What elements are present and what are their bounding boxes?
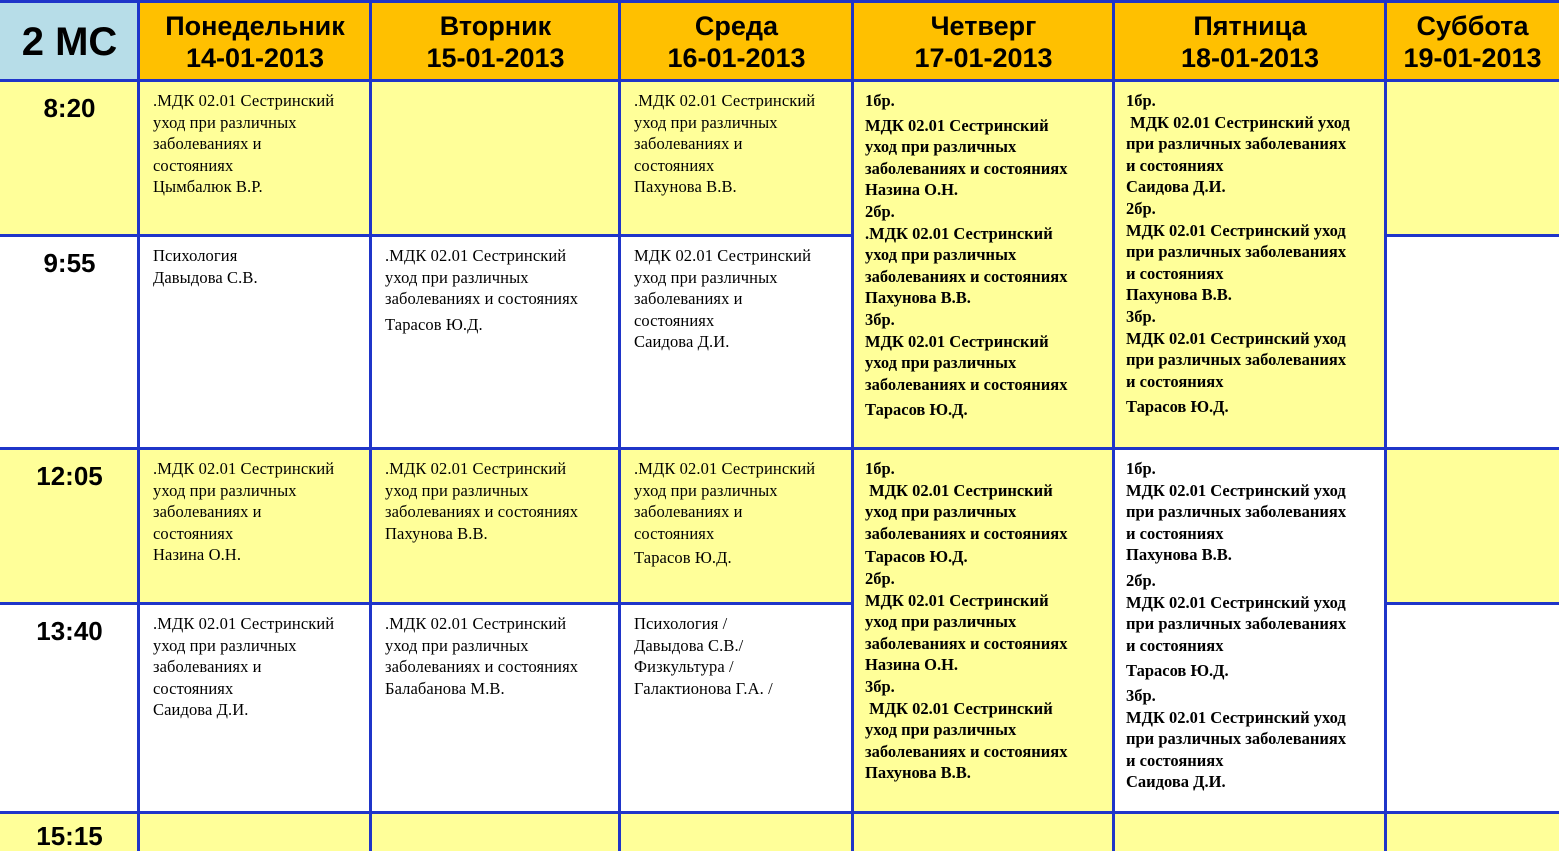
lesson-line: уход при различных [865, 720, 1017, 740]
lesson-line: состояниях [634, 310, 715, 330]
lesson-line: Тарасов Ю.Д. [1126, 661, 1229, 681]
lesson-line: уход при различных [153, 112, 297, 132]
grid-line [1384, 0, 1387, 851]
brigade-label: 1бр. [865, 91, 895, 110]
lesson-line: .МДК 02.01 Сестринский [634, 91, 816, 110]
time-slot [0, 236, 139, 449]
lesson-line: состояниях [153, 523, 234, 543]
lesson-line: Галактионова Г.А. / [634, 678, 773, 698]
lesson-cell [620, 449, 853, 604]
lesson-line: уход при различных [385, 635, 529, 655]
brigade-label: 3бр. [865, 309, 895, 329]
brigade-label: 1бр. [1126, 459, 1156, 478]
brigade-label: 2бр. [1126, 570, 1156, 590]
day-header-thursday [853, 0, 1114, 81]
day-date: 19-01-2013 [1403, 42, 1542, 73]
grid-line [0, 0, 1559, 3]
lesson-line: уход при различных [634, 480, 778, 500]
lesson-line: заболеваниях и состояниях [865, 741, 1068, 761]
lesson-cell-merged [1114, 81, 1386, 449]
lesson-line: Пахунова В.В. [1126, 285, 1232, 305]
lesson-line: МДК 02.01 Сестринский уход [1126, 707, 1346, 727]
time-slot [0, 449, 139, 604]
day-date: 14-01-2013 [185, 42, 325, 73]
lesson-line: заболеваниях и [634, 502, 743, 522]
lesson-line: Саидова Д.И. [634, 332, 730, 352]
lesson-cell [371, 236, 620, 449]
empty-cell [1386, 81, 1559, 236]
empty-cell [853, 813, 1114, 851]
time-slot [0, 604, 139, 813]
lesson-line: заболеваниях и [634, 289, 743, 309]
empty-cell [371, 81, 620, 236]
grid-line [851, 0, 854, 851]
lesson-line: уход при различных [865, 353, 1017, 373]
brigade-label: 3бр. [1126, 306, 1156, 326]
lesson-line: Тарасов Ю.Д. [865, 547, 968, 567]
grid-line [1386, 602, 1559, 605]
empty-cell [139, 813, 371, 851]
lesson-cell [620, 81, 853, 236]
lesson-line: уход при различных [865, 137, 1017, 157]
lesson-line: при различных заболеваниях [1126, 350, 1347, 370]
lesson-line: заболеваниях и состояниях [865, 633, 1068, 653]
time-slot [0, 81, 139, 236]
empty-cell [1386, 449, 1559, 604]
time-slot [0, 813, 139, 851]
grid-line [137, 0, 140, 851]
lesson-line: состояниях [634, 155, 715, 175]
brigade-label: 1бр. [1126, 91, 1156, 110]
lesson-line: МДК 02.01 Сестринский уход [1126, 220, 1346, 240]
day-name: Четверг [930, 10, 1037, 41]
lesson-line: Психология [153, 246, 238, 265]
lesson-cell [139, 449, 371, 604]
time-label: 15:15 [36, 821, 103, 851]
lesson-line: Давыдова С.В. [153, 267, 258, 287]
lesson-line: заболеваниях и состояниях [865, 158, 1068, 178]
brigade-label: 3бр. [1126, 685, 1156, 705]
lesson-line: .МДК 02.01 Сестринский [153, 614, 335, 633]
brigade-label: 2бр. [865, 568, 895, 588]
day-name: Суббота [1416, 10, 1529, 41]
time-label: 13:40 [36, 616, 103, 646]
day-date: 17-01-2013 [914, 42, 1053, 73]
brigade-label: 1бр. [865, 459, 895, 478]
empty-cell [1386, 604, 1559, 813]
lesson-line: Тарасов Ю.Д. [634, 548, 732, 568]
lesson-line: Назина О.Н. [865, 180, 959, 200]
lesson-line: заболеваниях и состояниях [865, 266, 1068, 286]
grid-line [1386, 234, 1559, 237]
lesson-line: .МДК 02.01 Сестринский [385, 459, 567, 478]
lesson-line: .МДК 02.01 Сестринский [153, 459, 335, 478]
time-label: 8:20 [43, 93, 96, 123]
lesson-line: Саидова Д.И. [1126, 177, 1226, 197]
lesson-line: .МДК 02.01 Сестринский [385, 614, 567, 633]
grid-line [0, 602, 853, 605]
brigade-label: 2бр. [1126, 198, 1156, 218]
lesson-cell [620, 236, 853, 449]
grid-line [369, 0, 372, 851]
lesson-cell [139, 236, 371, 449]
lesson-line: Саидова Д.И. [1126, 772, 1226, 792]
lesson-cell-merged [853, 81, 1114, 449]
lesson-line: заболеваниях и состояниях [385, 502, 579, 522]
lesson-line: состояниях [153, 678, 234, 698]
lesson-line: состояниях [634, 523, 715, 543]
lesson-line: Балабанова М.В. [385, 678, 505, 698]
lesson-line: Давыдова С.В./ [634, 635, 744, 655]
day-header-tuesday [371, 0, 620, 81]
day-name: Понедельник [165, 10, 345, 41]
lesson-line: .МДК 02.01 Сестринский [385, 246, 567, 265]
lesson-line: уход при различных [865, 245, 1017, 265]
lesson-cell [371, 449, 620, 604]
grid-line [0, 447, 1559, 450]
lesson-line: уход при различных [153, 480, 297, 500]
lesson-line: уход при различных [634, 267, 778, 287]
day-name: Вторник [439, 10, 552, 41]
lesson-line: Пахунова В.В. [634, 177, 737, 197]
group-title [0, 0, 139, 81]
lesson-line: уход при различных [385, 267, 529, 287]
lesson-line: МДК 02.01 Сестринский [865, 698, 1053, 718]
lesson-line: Тарасов Ю.Д. [1126, 397, 1229, 417]
lesson-line: Цымбалюк В.Р. [153, 177, 263, 197]
lesson-line: при различных заболеваниях [1126, 502, 1347, 522]
empty-cell [1386, 236, 1559, 449]
lesson-line: Тарасов Ю.Д. [865, 400, 968, 420]
group-name: 2 МС [21, 20, 118, 64]
lesson-line: заболеваниях и [634, 134, 743, 154]
lesson-line: .МДК 02.01 Сестринский [865, 223, 1053, 243]
lesson-line: уход при различных [865, 612, 1017, 632]
lesson-line: Тарасов Ю.Д. [385, 314, 483, 334]
lesson-line: и состояниях [1126, 371, 1224, 391]
day-date: 18-01-2013 [1180, 42, 1320, 73]
lesson-cell [371, 604, 620, 813]
grid-line [618, 0, 621, 851]
lesson-line: заболеваниях и состояниях [865, 523, 1068, 543]
day-date: 15-01-2013 [426, 42, 565, 73]
time-label: 12:05 [36, 461, 103, 491]
grid-line [1112, 0, 1115, 851]
day-header-monday [139, 0, 371, 81]
lesson-line: и состояниях [1126, 750, 1224, 770]
lesson-line: Назина О.Н. [865, 655, 959, 675]
lesson-line: уход при различных [385, 480, 529, 500]
empty-cell [1386, 813, 1559, 851]
lesson-line: заболеваниях и [153, 657, 262, 677]
empty-cell [620, 813, 853, 851]
lesson-line: заболеваниях и [153, 134, 262, 154]
day-name: Среда [694, 10, 779, 41]
lesson-line: при различных заболеваниях [1126, 614, 1347, 634]
grid-line [0, 811, 1559, 814]
lesson-line: Физкультура / [634, 657, 734, 677]
lesson-line: МДК 02.01 Сестринский уход [1126, 112, 1350, 132]
lesson-line: при различных заболеваниях [1126, 134, 1347, 154]
lesson-cell [139, 81, 371, 236]
lesson-line: .МДК 02.01 Сестринский [153, 91, 335, 110]
day-header-friday [1114, 0, 1386, 81]
lesson-line: Назина О.Н. [153, 545, 242, 565]
lesson-line: заболеваниях и состояниях [865, 374, 1068, 394]
lesson-cell-merged [853, 449, 1114, 813]
lesson-line: МДК 02.01 Сестринский уход [1126, 592, 1346, 612]
brigade-label: 3бр. [865, 676, 895, 696]
lesson-line: МДК 02.01 Сестринский [634, 246, 811, 265]
lesson-line: Пахунова В.В. [865, 288, 971, 308]
lesson-line: заболеваниях и состояниях [385, 289, 579, 309]
day-date: 16-01-2013 [667, 42, 806, 73]
lesson-line: уход при различных [865, 502, 1017, 522]
lesson-line: МДК 02.01 Сестринский уход [1126, 328, 1346, 348]
day-name: Пятница [1193, 10, 1307, 41]
lesson-line: и состояниях [1126, 635, 1224, 655]
empty-cell [1114, 813, 1386, 851]
time-label: 9:55 [43, 248, 96, 278]
lesson-line: Пахунова В.В. [385, 523, 488, 543]
lesson-line: МДК 02.01 Сестринский [865, 331, 1049, 351]
lesson-line: Пахунова В.В. [865, 763, 971, 783]
lesson-line: Психология / [634, 614, 728, 633]
lesson-line: и состояниях [1126, 523, 1224, 543]
lesson-line: уход при различных [153, 635, 297, 655]
lesson-cell-merged [1114, 449, 1386, 813]
lesson-line: при различных заболеваниях [1126, 242, 1347, 262]
lesson-line: состояниях [153, 155, 234, 175]
grid-line [0, 234, 853, 237]
grid-line [0, 79, 1559, 82]
lesson-line: .МДК 02.01 Сестринский [634, 459, 816, 478]
lesson-line: МДК 02.01 Сестринский [865, 590, 1049, 610]
lesson-line: МДК 02.01 Сестринский [865, 115, 1049, 135]
lesson-line: заболеваниях и состояниях [385, 657, 579, 677]
lesson-line: Саидова Д.И. [153, 700, 249, 720]
brigade-label: 2бр. [865, 201, 895, 221]
lesson-line: при различных заболеваниях [1126, 729, 1347, 749]
lesson-line: и состояниях [1126, 263, 1224, 283]
lesson-line: уход при различных [634, 112, 778, 132]
lesson-line: заболеваниях и [153, 502, 262, 522]
lesson-line: и состояниях [1126, 155, 1224, 175]
lesson-line: Пахунова В.В. [1126, 545, 1232, 565]
lesson-cell [620, 604, 853, 813]
lesson-line: МДК 02.01 Сестринский уход [1126, 480, 1346, 500]
lesson-cell [139, 604, 371, 813]
empty-cell [371, 813, 620, 851]
day-header-wednesday [620, 0, 853, 81]
lesson-line: МДК 02.01 Сестринский [865, 480, 1053, 500]
day-header-saturday [1386, 0, 1559, 81]
